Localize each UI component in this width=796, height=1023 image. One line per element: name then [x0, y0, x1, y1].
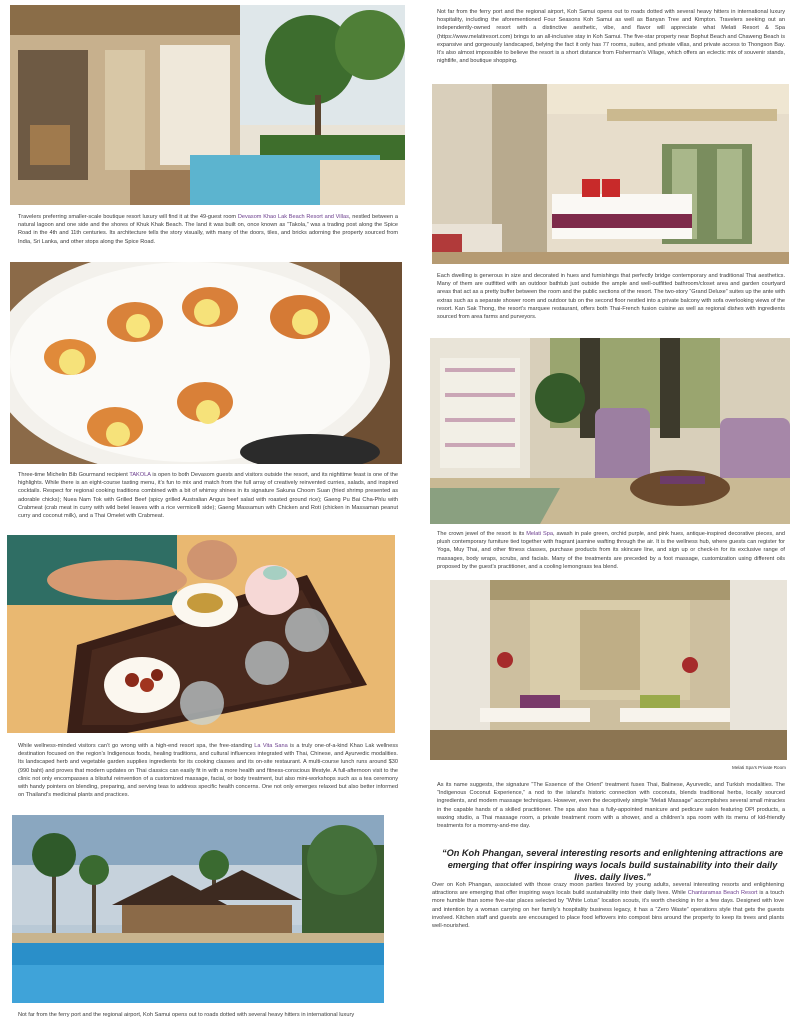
devasom-link[interactable]: Devasom Khao Lak Beach Resort and Villas	[237, 214, 349, 220]
la-vita-sana-paragraph: While wellness-minded visitors can’t go wrong with a high-end resort spa, the free-standing La Vita Sana is a truly one-of-a-kind Khao Lak wellness destination focused on the region’s Indigenous foods, healing traditions, and cultural influences integrated with Thai, Chinese, and Ayurvedic modalities. Its landscaped herb and vegetable garden supplies ingredients for its cooking classes and its on-site restaurant. A multi-course lunch runs around $30 (990 baht) and proves that modern updates on Thai classics can easily fit in with a more health and fitness-conscious lifestyle. A full-afternoon visit to the clinic not only encompasses a blissful reinvention of a customized massage, facial, or body treatment, but also mini-workshops such as a tea ceremony with handy pointers on blending, preparing, and serving teas to address specific health concerns. One not only emerges relaxed but also better informed on Thailand’s medicinal plants and practices.	[18, 743, 398, 799]
koh-samui-teaser: Not far from the ferry port and the regional airport, Koh Samui opens out to roads dotted with several heavy hitters in international luxury	[18, 1012, 355, 1018]
takola-paragraph: Three-time Michelin Bib Gourmand recipient TAKOLA is open to both Devasom guests and visitors outside the resort, and its nighttime feast is one of the highlights. While there is an eight-course tasting menu, it’s fun to mix and match from the full array of creatively reinvented curries, salads, and inspired cocktails. Respect for regional cooking traditions combined with a bit of whimsy shines in its signature Sakuna Choom Suan (fried shrimp presented as adorable chicks); Nuea Nam Tok with Grilled Beef (spicy grilled Australian Angus beef salad with roasted ground rice); Gaeng Pu Bai Cha-Phlu with Crabmeat (crab meat in curry with wild betel leaves with a rice vermicelli side); Gaeng Massamun with Chicken and Roti (chicken in Massaman peanut curry and coconut milk), and a Thai Omelet with Crabmeat.	[18, 472, 398, 520]
photo-credit: Melati Spa's Private Room	[732, 765, 786, 770]
villa-pool-photo	[10, 5, 405, 205]
pool-bar-photo	[12, 815, 384, 1003]
spa-private-room-photo	[430, 580, 787, 760]
melati-spa-link[interactable]: Melati Spa	[526, 531, 553, 537]
melati-intro-paragraph: Not far from the ferry port and the regional airport, Koh Samui opens out to roads dotted with several heavy hitters in international luxury hospitality, including the aforementioned Four Seasons Koh Samui as well as Banyan Tree and Kimpton. Travelers seeking out an independently-owned resort with a distinctive aesthetic, vibe, and flavor will appreciate what Melati Resort & Spa (https://www.melatiresort.com) brings to an all-inclusive stay in Koh Samui. The five-star property near Bophut Beach and Chaweng Beach is expansive and gorgeously landscaped, belying the fact it only has 77 rooms, suites, and private villas, and private access to Thongson Bay. It’s also almost impossible to believe the resort is a short distance from Fisherman’s Village, which offers an eclectic mix of souvenir stands, nightlife, and boutique shopping.	[437, 9, 785, 65]
pull-quote: “On Koh Phangan, several interesting resorts and enlightening attractions are emerging that offer inspiring ways locals build sustainability into their daily lives. daily lives.”	[441, 848, 784, 882]
spa-lounge-photo	[430, 338, 790, 524]
tea-tray-photo	[7, 535, 395, 733]
koh-phangan-paragraph: Over on Koh Phangan, associated with those crazy moon parties favored by young adults, several interesting resorts and enlightening attractions are emerging that offer inspiring ways locals build sustainability into their daily lives. While Chantaramas Beach Resort is a touch more humble than some five-star places selected by “White Lotus” location scouts, it’s worth checking in for a few days. Designed with love and intention by a woman carrying on her family’s hospitality business legacy, it has a “Zero Waste” operations style that gets the guests involved. Kitchen staff and guests are encouraged to place food leftovers into compost bins around the property to keep its trees and plants well-nourished.	[432, 882, 784, 930]
shrimp-chicks-photo	[10, 262, 402, 464]
takola-link[interactable]: TAKOLA	[129, 472, 151, 478]
devasom-paragraph: Travelers preferring smaller-scale boutique resort luxury will find it at the 49-guest room Devasom Khao Lak Beach Resort and Villas, nestled between a natural lagoon and one side and the shores of Khuk Khak Beach. The land it was built on, once known as “Takola,” was a trading post along the Spice Road in the 4th and 11th centuries. Its architecture tells the story visually, with many of the doors, tiles, and bricks adorning the property sourced from India, Sri Lanka, and other stops along the Spice Road.	[18, 214, 399, 245]
essence-orient-paragraph: As its name suggests, the signature “The Essence of the Orient” treatment fuses Thai, Balinese, Ayurvedic, and Turkish modalities. The “Indigenous Coconut Experience,” a nod to the island’s historic connection with coconuts, blends traditional herbs, locally sourced ingredients, and modern massage techniques. However, even the deceptively simple “Melati Massage” accomplishes several small miracles in the capable hands of a skilled practitioner. The spa also has a fully-appointed manicure and pedicure salon featuring OPI products, a waxing studio, a Thai massage room, a private treatment room with a shower, and a children’s spa room with its menu of kid-friendly treatments for a mommy-and-me day.	[437, 782, 785, 830]
chantaramas-link[interactable]: Chantaramas Beach Resort	[687, 890, 758, 897]
dwelling-paragraph: Each dwelling is generous in size and decorated in hues and furnishings that perfectly bridge contemporary and traditional Thai aesthetics. Many of them are outfitted with an outdoor bathtub just outside the ample and well-outfitted bathroom/closet area and garden courtyard areas that act as a pretty buffer between the room and the public sections of the resort. The two-story “Grand Deluxe” suites up the ante with extras such as a separate shower room and outdoor tub on the second floor nestled into a private balcony with sofa overlooking views of the resort. Kan Sak Thong, the resort’s marquee restaurant, offers both Thai-French fusion cuisine as well as regional dishes with ingredients sourced from area farms and purveyors.	[437, 273, 785, 321]
la-vita-sana-link[interactable]: La Vita Sana	[254, 743, 288, 749]
melati-bedroom-photo	[432, 84, 789, 264]
melati-spa-paragraph: The crown jewel of the resort is its Melati Spa, awash in pale green, orchid purple, and pink hues, antique-inspired decorative pieces, and plush contemporary furniture tied together with fragrant jasmine wafting through the air. It is the wellness hub, where guests can register for Yoga, Muy Thai, and other fitness classes, purchase products from its skincare line, and sign up or check-in for its exclusive range of massages, body wraps, scrubs, and facials. Many of the treatments are preceded by a foot massage, customization using different oils proposed by the guest’s practitioner, and a cooling lemongrass tea blend.	[437, 531, 785, 570]
